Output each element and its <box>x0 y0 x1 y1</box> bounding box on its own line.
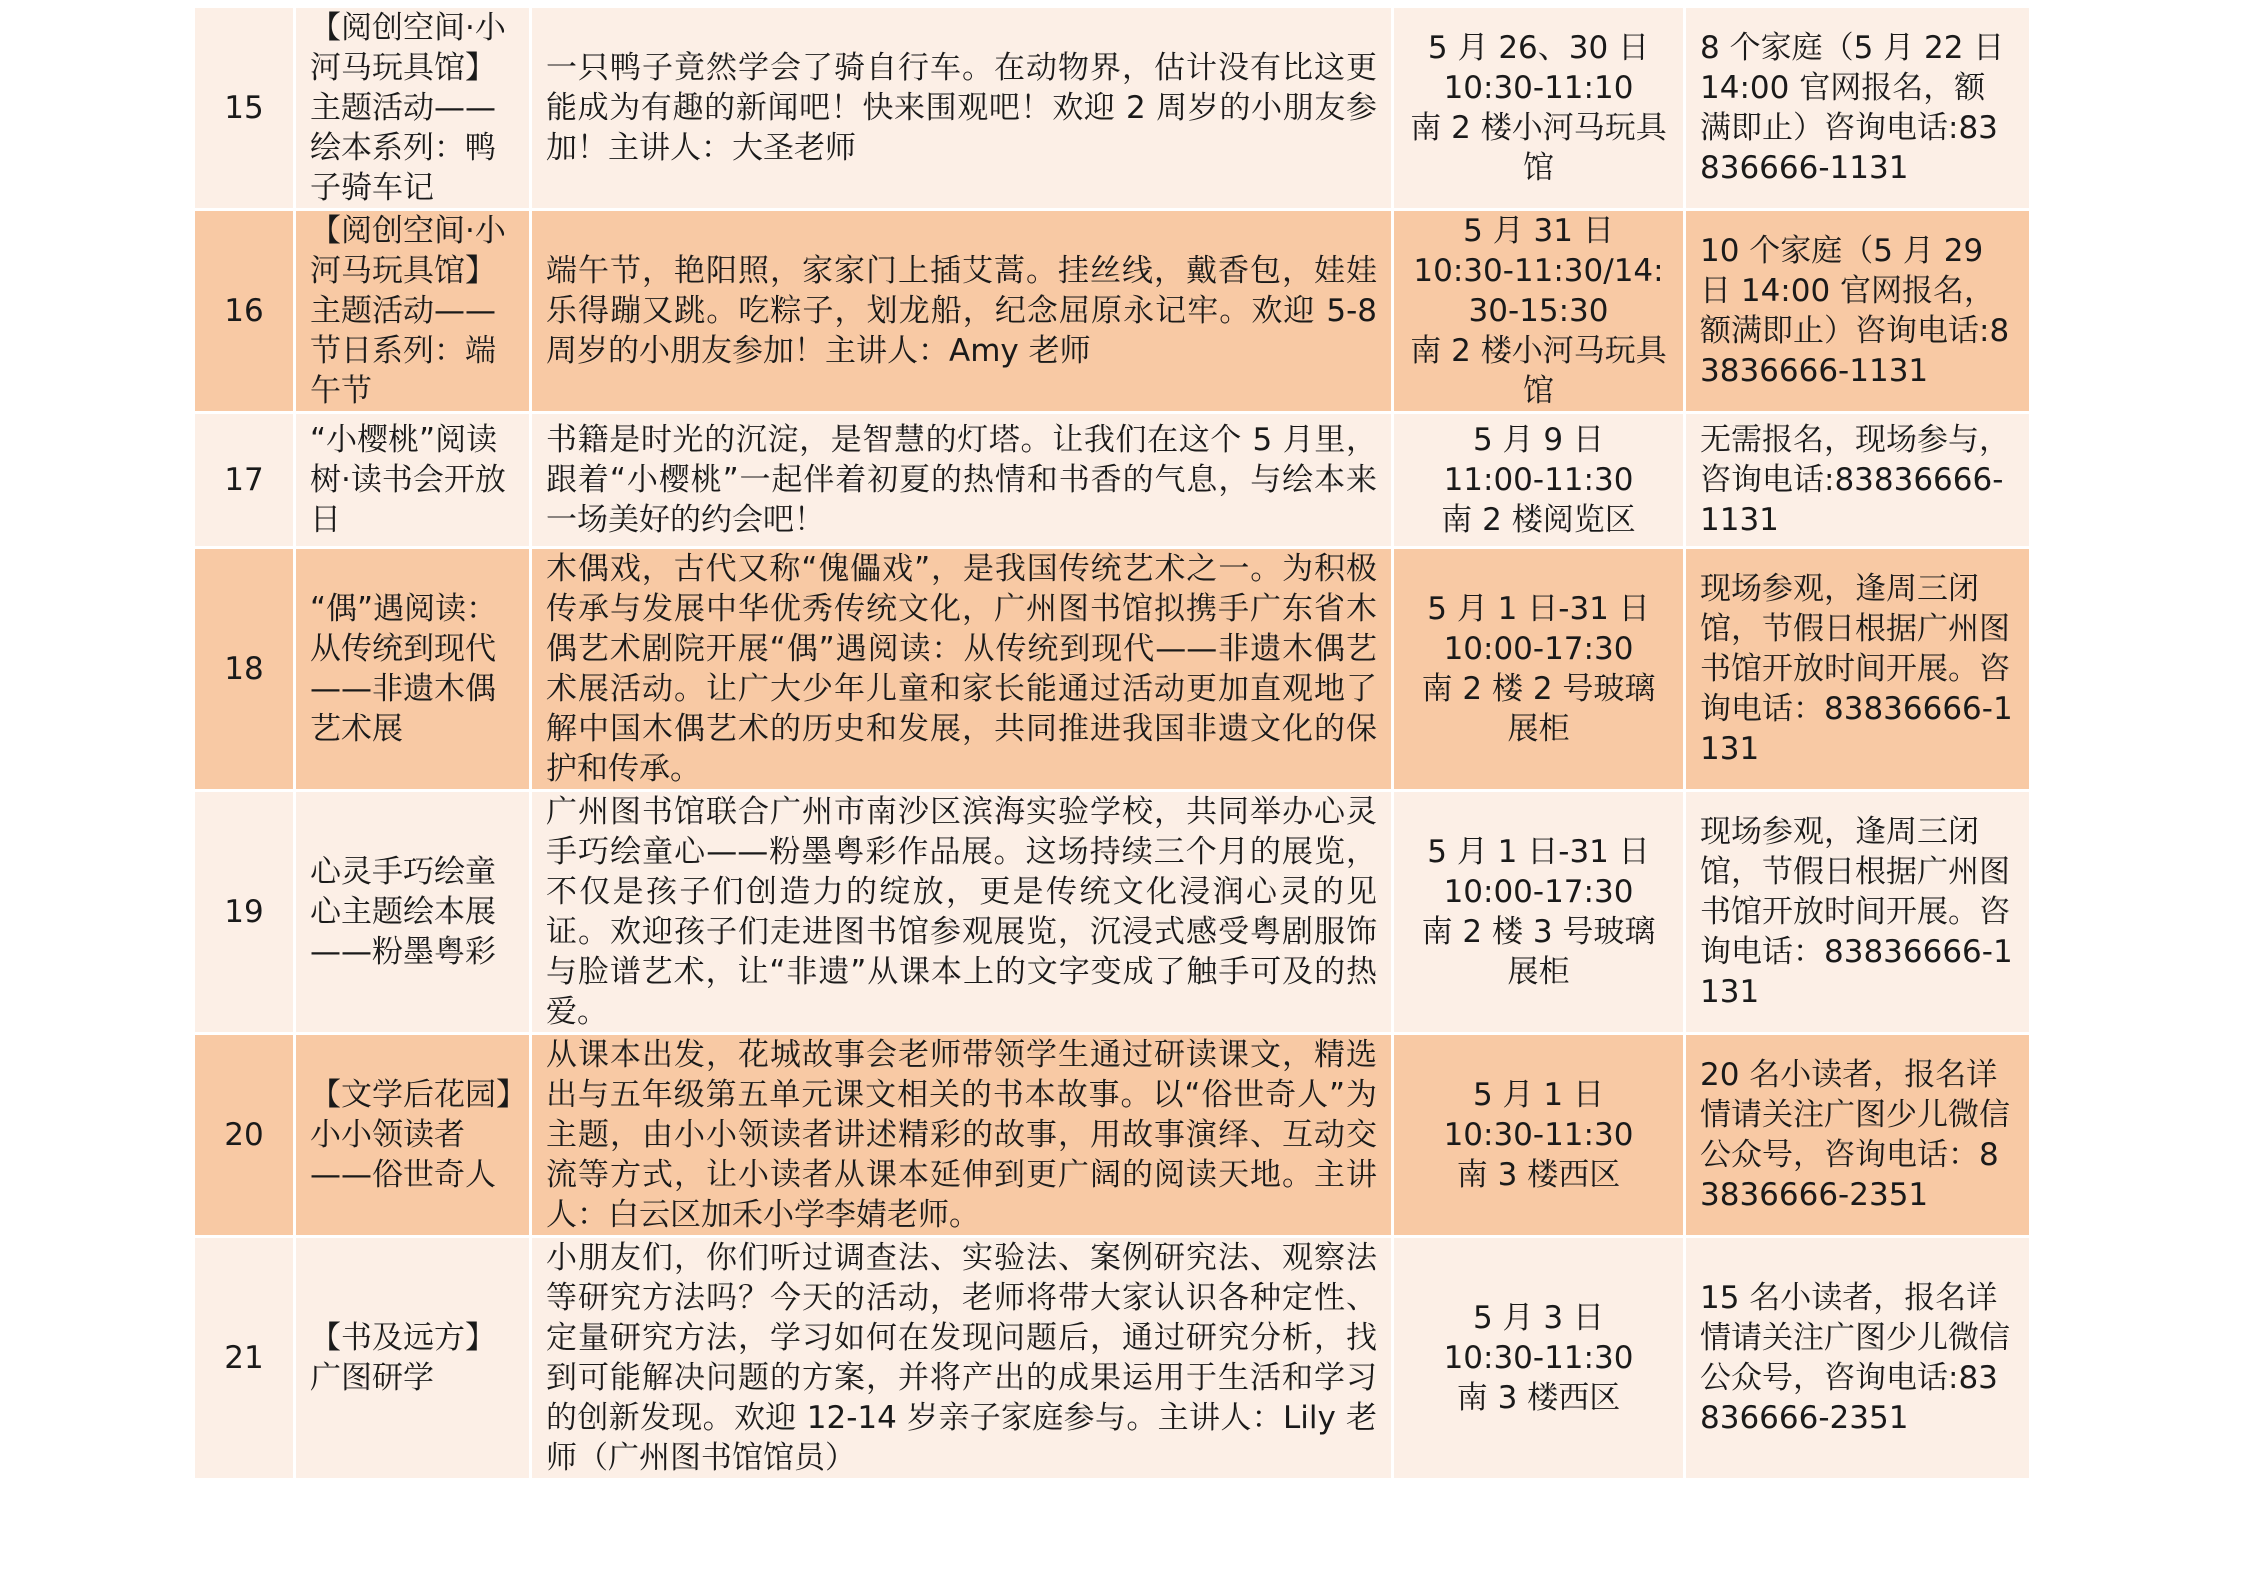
table-row <box>194 8 2031 210</box>
table-row <box>194 1237 2031 1480</box>
time-location: 南 3 楼西区 <box>1456 1380 1621 1416</box>
time-hours: 10:30-11:10 <box>1443 70 1634 106</box>
activity-time-location <box>1393 413 1685 548</box>
row-number: 19 <box>194 791 295 1034</box>
row-number: 21 <box>194 1237 295 1480</box>
time-hours: 10:30-11:30 <box>1443 1340 1634 1376</box>
activity-title: “偶”遇阅读：从传统到现代——非遗木偶艺术展 <box>295 548 531 791</box>
activity-time-location <box>1393 1034 1685 1237</box>
activity-signup: 20 名小读者，报名详情请关注广图少儿微信公众号，咨询电话：83836666-2351 <box>1685 1034 2031 1237</box>
time-location: 南 2 楼 2 号玻璃展柜 <box>1421 671 1656 747</box>
table-row <box>194 413 2031 548</box>
time-hours: 10:30-11:30/14:30-15:30 <box>1413 253 1664 329</box>
row-number: 16 <box>194 210 295 413</box>
time-location: 南 2 楼小河马玩具馆 <box>1410 110 1667 186</box>
time-date: 5 月 9 日 <box>1472 422 1604 458</box>
time-hours: 10:30-11:30 <box>1443 1117 1634 1153</box>
time-location: 南 2 楼小河马玩具馆 <box>1410 333 1667 409</box>
activity-description: 小朋友们，你们听过调查法、实验法、案例研究法、观察法等研究方法吗？今天的活动，老师将带大家认识各种定性、定量研究方法，学习如何在发现问题后，通过研究分析，找到可能解决问题的方案，并将产出的成果运用于生活和学习的创新发现。欢迎 12-14 岁亲子家庭参与。主讲人：Lily 老师（广州图书馆馆员） <box>531 1237 1393 1480</box>
time-hours: 10:00-17:30 <box>1443 631 1634 667</box>
time-hours: 10:00-17:30 <box>1443 874 1634 910</box>
activity-description: 一只鸭子竟然学会了骑自行车。在动物界，估计没有比这更能成为有趣的新闻吧！快来围观吧！欢迎 2 周岁的小朋友参加！主讲人：大圣老师 <box>531 8 1393 210</box>
time-date: 5 月 1 日-31 日 <box>1427 834 1650 870</box>
activity-signup: 10 个家庭（5 月 29 日 14:00 官网报名，额满即止）咨询电话:83836666-1131 <box>1685 210 2031 413</box>
activity-title: 心灵手巧绘童心主题绘本展——粉墨粤彩 <box>295 791 531 1034</box>
time-date: 5 月 1 日-31 日 <box>1427 591 1650 627</box>
activity-time-location <box>1393 210 1685 413</box>
activity-description: 端午节，艳阳照，家家门上插艾蒿。挂丝线，戴香包，娃娃乐得蹦又跳。吃粽子，划龙船，纪念屈原永记牢。欢迎 5-8 周岁的小朋友参加！主讲人：Amy 老师 <box>531 210 1393 413</box>
activity-signup: 8 个家庭（5 月 22 日 14:00 官网报名，额满即止）咨询电话:83836666-1131 <box>1685 8 2031 210</box>
table-row <box>194 1034 2031 1237</box>
table-row <box>194 210 2031 413</box>
time-location: 南 2 楼阅览区 <box>1441 502 1636 538</box>
table-row <box>194 548 2031 791</box>
activity-title: “小樱桃”阅读树·读书会开放日 <box>295 413 531 548</box>
activity-signup: 现场参观，逢周三闭馆，节假日根据广州图书馆开放时间开展。咨询电话：83836666-1131 <box>1685 791 2031 1034</box>
activity-signup: 现场参观，逢周三闭馆，节假日根据广州图书馆开放时间开展。咨询电话：83836666-1131 <box>1685 548 2031 791</box>
time-date: 5 月 31 日 <box>1463 213 1614 249</box>
activity-description: 广州图书馆联合广州市南沙区滨海实验学校，共同举办心灵手巧绘童心——粉墨粤彩作品展。这场持续三个月的展览，不仅是孩子们创造力的绽放，更是传统文化浸润心灵的见证。欢迎孩子们走进图书馆参观展览，沉浸式感受粤剧服饰与脸谱艺术，让“非遗”从课本上的文字变成了触手可及的热爱。 <box>531 791 1393 1034</box>
activity-description: 书籍是时光的沉淀，是智慧的灯塔。让我们在这个 5 月里，跟着“小樱桃”一起伴着初夏的热情和书香的气息，与绘本来一场美好的约会吧！ <box>531 413 1393 548</box>
time-date: 5 月 26、30 日 <box>1427 30 1650 66</box>
time-hours: 11:00-11:30 <box>1443 462 1634 498</box>
row-number: 18 <box>194 548 295 791</box>
activity-time-location <box>1393 1237 1685 1480</box>
time-date: 5 月 3 日 <box>1472 1300 1604 1336</box>
activity-description: 从课本出发，花城故事会老师带领学生通过研读课文，精选出与五年级第五单元课文相关的书本故事。以“俗世奇人”为主题，由小小领读者讲述精彩的故事，用故事演绎、互动交流等方式，让小读者从课本延伸到更广阔的阅读天地。主讲人：白云区加禾小学李婧老师。 <box>531 1034 1393 1237</box>
row-number: 15 <box>194 8 295 210</box>
activity-title: 【阅创空间·小河马玩具馆】主题活动——节日系列：端午节 <box>295 210 531 413</box>
table-row <box>194 791 2031 1034</box>
activity-time-location <box>1393 548 1685 791</box>
event-table <box>192 8 2032 1481</box>
activity-title: 【文学后花园】小小领读者——俗世奇人 <box>295 1034 531 1237</box>
activity-signup: 15 名小读者，报名详情请关注广图少儿微信公众号，咨询电话:83836666-2351 <box>1685 1237 2031 1480</box>
activity-signup: 无需报名，现场参与，咨询电话:83836666-1131 <box>1685 413 2031 548</box>
row-number: 20 <box>194 1034 295 1237</box>
activity-time-location <box>1393 791 1685 1034</box>
time-date: 5 月 1 日 <box>1472 1077 1604 1113</box>
activity-time-location <box>1393 8 1685 210</box>
activity-description: 木偶戏，古代又称“傀儡戏”，是我国传统艺术之一。为积极传承与发展中华优秀传统文化，广州图书馆拟携手广东省木偶艺术剧院开展“偶”遇阅读：从传统到现代——非遗木偶艺术展活动。让广大少年儿童和家长能通过活动更加直观地了解中国木偶艺术的历史和发展，共同推进我国非遗文化的保护和传承。 <box>531 548 1393 791</box>
row-number: 17 <box>194 413 295 548</box>
activity-title: 【阅创空间·小河马玩具馆】主题活动——绘本系列：鸭子骑车记 <box>295 8 531 210</box>
time-location: 南 2 楼 3 号玻璃展柜 <box>1421 914 1656 990</box>
time-location: 南 3 楼西区 <box>1456 1157 1621 1193</box>
activity-title: 【书及远方】广图研学 <box>295 1237 531 1480</box>
